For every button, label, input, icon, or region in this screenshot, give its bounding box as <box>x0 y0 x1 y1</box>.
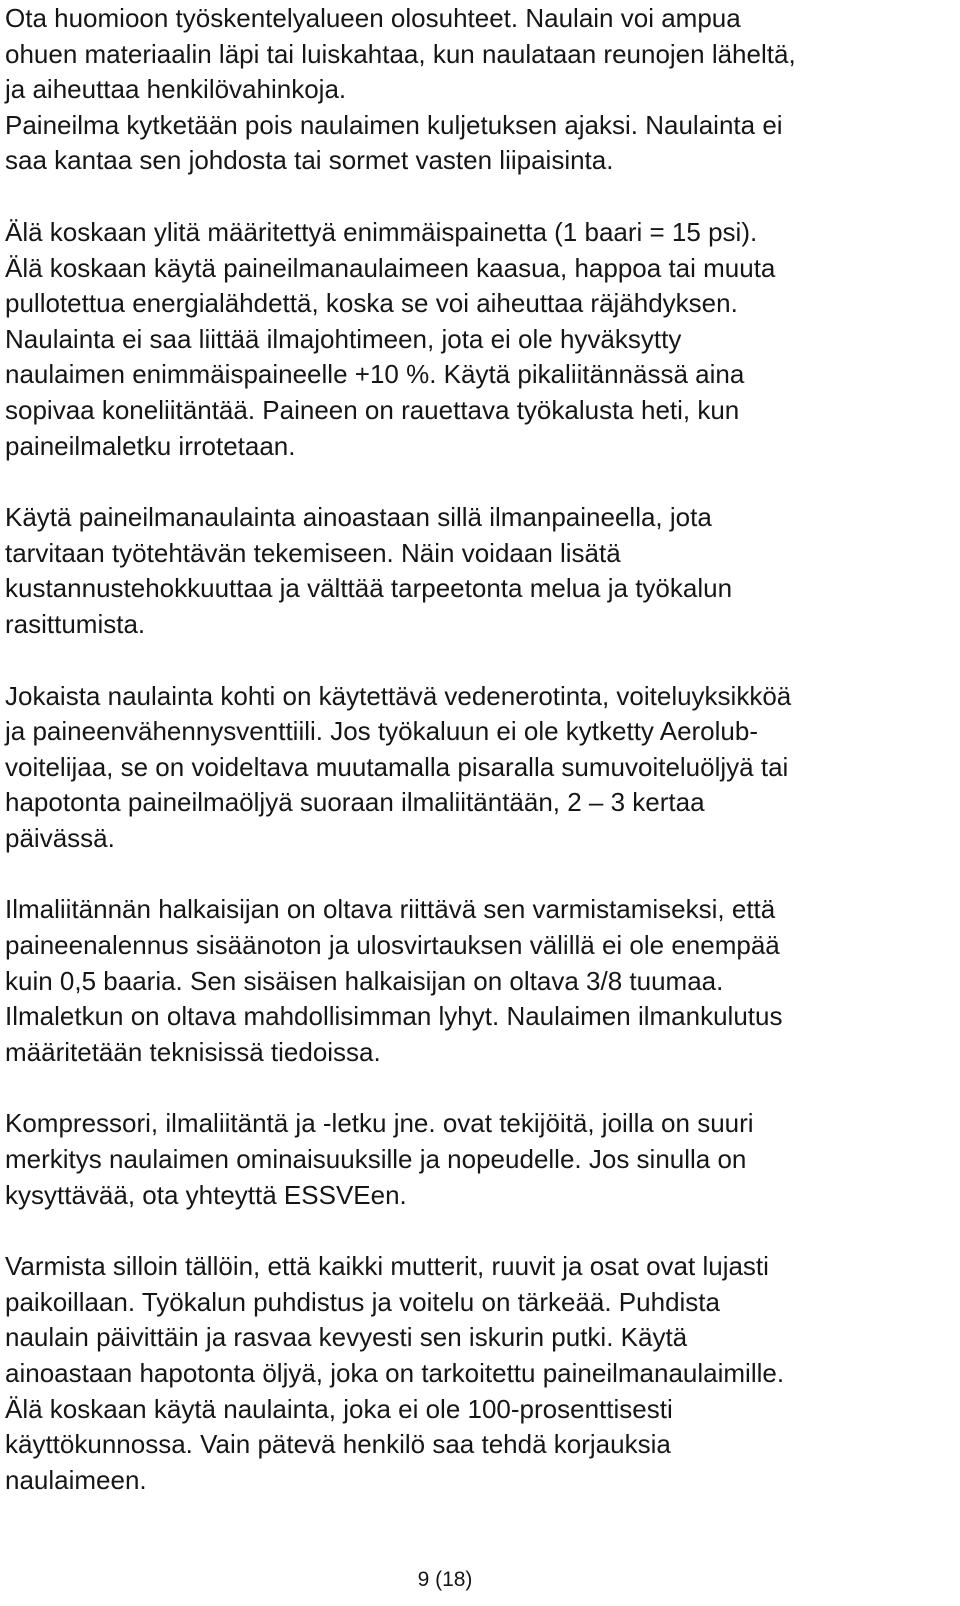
text-line: rasittumista. <box>5 608 146 639</box>
text-line: Naulainta ei saa liittää ilmajohtimeen, jota ei ole hyväksytty <box>5 323 682 354</box>
text-line: käyttökunnossa. Vain pätevä henkilö saa tehdä korjauksia <box>5 1429 671 1460</box>
paragraph-spacer <box>5 1070 950 1106</box>
text-line: päivässä. <box>5 822 115 853</box>
text-line: kustannustehokkuuttaa ja välttää tarpeetonta melua ja työkalun <box>5 573 733 604</box>
text-line: paineenalennus sisäänoton ja ulosvirtauksen välillä ei ole enempää <box>5 930 780 961</box>
text-line: ohuen materiaalin läpi tai luiskahtaa, kun naulataan reunojen läheltä, <box>5 38 796 69</box>
text-line: paikoillaan. Työkalun puhdistus ja voitelu on tärkeää. Puhdista <box>5 1286 720 1317</box>
text-line: Ota huomioon työskentelyalueen olosuhteet. Naulain voi ampua <box>5 3 741 33</box>
paragraph-spacer <box>5 1213 950 1249</box>
paragraph-pressure-limits <box>5 215 950 464</box>
text-line: Älä koskaan käytä paineilmanaulaimeen kaasua, happoa tai muuta <box>5 252 776 283</box>
text-line: ja paineenvähennysventtiili. Jos työkaluun ei ole kytketty Aerolub- <box>5 716 758 747</box>
text-line: määritetään teknisissä tiedoissa. <box>5 1036 381 1067</box>
paragraph-spacer <box>5 643 950 679</box>
text-line: Älä koskaan käytä naulainta, joka ei ole 100-prosenttisesti <box>5 1393 673 1424</box>
paragraph-required-pressure <box>5 500 950 642</box>
paragraph-spacer <box>5 464 950 500</box>
text-line: Älä koskaan ylitä määritettyä enimmäispainetta (1 baari = 15 psi). <box>5 216 758 247</box>
text-line: Jokaista naulainta kohti on käytettävä vedenerotinta, voiteluyksikköä <box>5 680 792 711</box>
text-line: paineilmaletku irrotetaan. <box>5 430 296 461</box>
paragraph-maintenance <box>5 1249 950 1498</box>
text-line: Paineilma kytketään pois naulaimen kuljetuksen ajaksi. Naulainta ei <box>5 109 783 140</box>
text-line: ainoastaan hapotonta öljyä, joka on tarkoitettu paineilmanaulaimille. <box>5 1358 785 1388</box>
text-line: pullotettua energialähdettä, koska se voi aiheuttaa räjähdyksen. <box>5 288 738 319</box>
page-number: 9 (18) <box>417 1568 473 1591</box>
text-line: Käytä paineilmanaulainta ainoastaan sillä ilmanpaineella, jota <box>5 502 712 533</box>
text-line: Kompressori, ilmaliitäntä ja -letku jne. ovat tekijöitä, joilla on suuri <box>5 1108 754 1139</box>
paragraph-air-connection <box>5 892 950 1070</box>
text-line: saa kantaa sen johdosta tai sormet vasten liipaisinta. <box>5 145 614 176</box>
text-line: Ilmaletkun on oltava mahdollisimman lyhyt. Naulaimen ilmankulutus <box>5 1001 783 1032</box>
paragraph-work-area-safety <box>5 1 950 179</box>
text-line: kuin 0,5 baaria. Sen sisäisen halkaisijan on oltava 3/8 tuumaa. <box>5 965 724 996</box>
text-line: voitelijaa, se on voideltava muutamalla pisaralla sumuvoiteluöljyä tai <box>5 751 789 782</box>
text-line: kysyttävää, ota yhteyttä ESSVEen. <box>5 1179 407 1210</box>
text-line: Varmista silloin tällöin, että kaikki mutterit, ruuvit ja osat ovat lujasti <box>5 1251 769 1282</box>
text-line: ja aiheuttaa henkilövahinkoja. <box>5 74 347 105</box>
text-line: tarvitaan työtehtävän tekemiseen. Näin voidaan lisätä <box>5 537 621 568</box>
paragraph-spacer <box>5 179 950 215</box>
paragraph-spacer <box>5 856 950 892</box>
paragraph-compressor <box>5 1106 950 1213</box>
text-line: naulain päivittäin ja rasvaa kevyesti sen iskurin putki. Käytä <box>5 1322 688 1353</box>
document-page <box>5 1 950 1498</box>
paragraph-lubrication <box>5 679 950 857</box>
text-line: naulaimeen. <box>5 1464 147 1495</box>
text-line: hapotonta paineilmaöljyä suoraan ilmaliitäntään, 2 – 3 kertaa <box>5 787 705 818</box>
text-line: naulaimen enimmäispaineelle +10 %. Käytä pikaliitännässä aina <box>5 359 745 390</box>
text-line: Ilmaliitännän halkaisijan on oltava riittävä sen varmistamiseksi, että <box>5 894 776 925</box>
text-line: sopivaa koneliitäntää. Paineen on rauettava työkalusta heti, kun <box>5 394 740 425</box>
text-line: merkitys naulaimen ominaisuuksille ja nopeudelle. Jos sinulla on <box>5 1144 747 1175</box>
